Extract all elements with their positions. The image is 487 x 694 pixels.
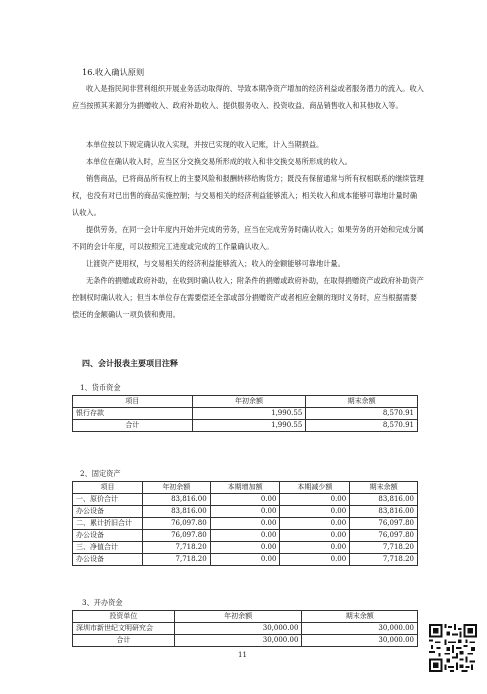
table-cell: 0.00: [280, 494, 350, 506]
table-cell: 办公设备: [73, 530, 143, 542]
notes-heading: 四、会计报表主要项目注释: [82, 358, 178, 368]
table-cell: 0.00: [210, 506, 280, 518]
table-cell: 0.00: [210, 494, 280, 506]
table-cell: 1,990.55: [192, 420, 306, 432]
table-cell: 83,816.00: [350, 494, 418, 506]
header-cell: 年初余额: [142, 482, 210, 494]
table-row: [73, 542, 418, 554]
table-cell: 0.00: [280, 530, 350, 542]
table-row: [73, 506, 418, 518]
table-cell: 合计: [73, 635, 175, 647]
paragraph: 无条件的捐赠或政府补助，在收到时确认收入；附条件的捐赠或政府补助，在取得捐赠资产或政府补助资产控制权时确认收入；但当本单位存在需要偿还全部或部分捐赠资产或者相应金额的现时义务时，应当根据需要偿还的金额确认一项负债和费用。: [72, 276, 424, 319]
table-caption-fixed-assets: 2、固定资产: [80, 469, 121, 478]
paragraph: 本单位按以下规定确认收入实现，并按已实现的收入记账，计入当期损益。: [86, 140, 324, 149]
section-title-revenue: 16.收入确认原则: [82, 67, 145, 77]
table-cell: 8,570.91: [306, 420, 418, 432]
page-number: 11: [238, 651, 247, 659]
table-cell: 0.00: [280, 518, 350, 530]
header-cell: 项目: [73, 482, 143, 494]
table-cell: 7,718.20: [142, 554, 210, 566]
table-cell: 0.00: [210, 530, 280, 542]
table-cell: 办公设备: [73, 554, 143, 566]
paragraph: 收入是指民间非营利组织开展业务活动取得的、导致本期净资产增加的经济利益或者服务潜力的流入。收入应当按照其来源分为捐赠收入、政府补助收入、提供服务收入、投资收益、商品销售收入和其他收入等。: [72, 84, 424, 110]
header-cell: 投资单位: [73, 611, 175, 623]
table-cell: 0.00: [280, 506, 350, 518]
table-cell: 30,000.00: [174, 623, 302, 635]
table-row: [73, 420, 418, 432]
table-cell: 0.00: [210, 554, 280, 566]
table-cell: 30,000.00: [174, 635, 302, 647]
header-cell: 期末余额: [302, 611, 418, 623]
qr-code-icon: [429, 624, 477, 672]
table-cell: 83,816.00: [142, 494, 210, 506]
paragraph: 销售商品，已将商品所有权上的主要风险和报酬转移给购货方；既没有保留通常与所有权相联系的继续管理权，也没有对已出售的商品实施控制；与交易相关的经济利益能够流入；相关收入和成本能够可靠地计量时确认收入。: [72, 174, 424, 217]
header-cell: 期末余额: [350, 482, 418, 494]
table-cell: 76,097.80: [142, 530, 210, 542]
table-cell: 一、原价合计: [73, 494, 143, 506]
header-cell: 项目: [73, 396, 193, 408]
table-cell: 银行存款: [73, 408, 193, 420]
table-cell: 1,990.55: [192, 408, 306, 420]
cash-table: [72, 395, 418, 432]
table-cell: 0.00: [210, 542, 280, 554]
table-header-row: [73, 396, 418, 408]
table-row: [73, 554, 418, 566]
table-cell: 83,816.00: [142, 506, 210, 518]
table-header-row: [73, 482, 418, 494]
table-cell: 7,718.20: [350, 554, 418, 566]
table-cell: 7,718.20: [142, 542, 210, 554]
table-caption-cash: 1、货币资金: [80, 383, 121, 392]
table-cell: 0.00: [210, 518, 280, 530]
header-cell: 期末余额: [306, 396, 418, 408]
table-cell: 二、累计折旧合计: [73, 518, 143, 530]
table-cell: 深圳市新世纪文明研究会: [73, 623, 175, 635]
header-cell: 本期减少额: [280, 482, 350, 494]
table-row: [73, 518, 418, 530]
paragraph: 本单位在确认收入时，应当区分交换交易所形成的收入和非交换交易所形成的收入。: [86, 157, 352, 166]
table-cell: 0.00: [280, 554, 350, 566]
table-cell: 7,718.20: [350, 542, 418, 554]
table-cell: 30,000.00: [302, 623, 418, 635]
table-cell: 办公设备: [73, 506, 143, 518]
table-row: [73, 623, 418, 635]
table-cell: 合计: [73, 420, 193, 432]
table-cell: 三、净值合计: [73, 542, 143, 554]
table-cell: 8,570.91: [306, 408, 418, 420]
table-cell: 83,816.00: [350, 506, 418, 518]
table-row: [73, 408, 418, 420]
table-cell: 30,000.00: [302, 635, 418, 647]
table-header-row: [73, 611, 418, 623]
table-cell: 76,097.80: [142, 518, 210, 530]
table-caption-startup-capital: 3、开办资金: [82, 598, 123, 607]
table-row: [73, 530, 418, 542]
table-row: [73, 635, 418, 647]
table-cell: 76,097.80: [350, 518, 418, 530]
startup-capital-table: [72, 610, 418, 647]
header-cell: 年初余额: [192, 396, 306, 408]
fixed-assets-table: [72, 481, 418, 566]
paragraph: 让渡资产使用权，与交易相关的经济利益能够流入；收入的金额能够可靠地计量。: [86, 259, 345, 268]
header-cell: 年初余额: [174, 611, 302, 623]
table-cell: 76,097.80: [350, 530, 418, 542]
header-cell: 本期增加额: [210, 482, 280, 494]
table-row: [73, 494, 418, 506]
paragraph: 提供劳务，在同一会计年度内开始并完成的劳务，应当在完成劳务时确认收入；如果劳务的开始和完成分属不同的会计年度，可以按照完工进度或完成的工作量确认收入。: [72, 225, 424, 251]
table-cell: 0.00: [280, 542, 350, 554]
